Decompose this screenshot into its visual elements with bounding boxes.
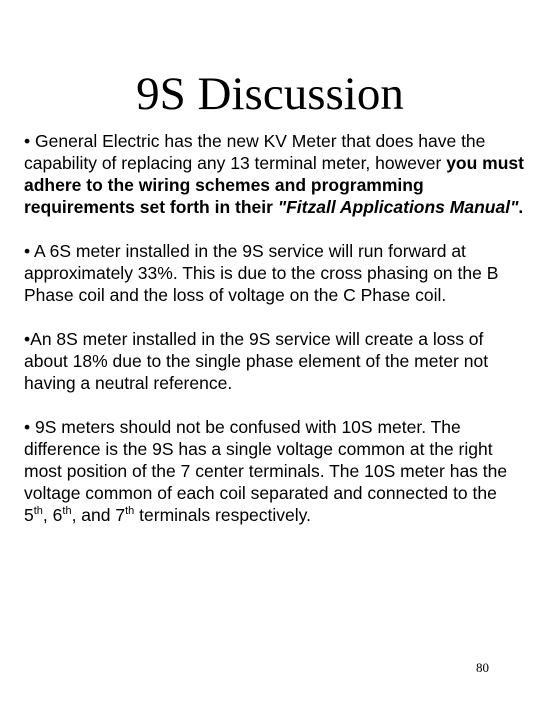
- superscript-th: th: [33, 505, 43, 518]
- paragraph-text: A 6S meter installed in the 9S service will run forward at approximately 33%. This is due to the cross phasing on the B Phase coil and the loss of voltage on the C Phase coil.: [24, 241, 499, 305]
- paragraph-text: An 8S meter installed in the 9S service will create a loss of about 18% due to the single phase element of the meter not having a neutral reference.: [24, 329, 489, 393]
- page-number: 80: [476, 660, 489, 675]
- bullet: •: [24, 417, 31, 437]
- slide-title: 9S Discussion: [136, 68, 404, 120]
- paragraph-text-sep: , and 7: [71, 505, 126, 525]
- paragraph-6s-meter: [24, 240, 524, 306]
- bullet: •: [24, 131, 31, 151]
- superscript-th: th: [125, 505, 135, 518]
- paragraph-bold-text: you must adhere to the wiring schemes and programming requirements set forth in their: [24, 153, 524, 217]
- manual-title: "Fitzall Applications Manual": [277, 197, 519, 217]
- paragraph-kv-meter: [24, 130, 524, 218]
- bullet: •: [24, 241, 31, 261]
- paragraph-period: .: [518, 197, 524, 217]
- paragraph-text-sep: , 6: [42, 505, 63, 525]
- superscript-th: th: [62, 505, 72, 518]
- paragraph-text: General Electric has the new KV Meter that does have the capability of replacing any 13 terminal meter, however: [24, 131, 486, 173]
- paragraph-text-tail: terminals respectively.: [134, 505, 311, 525]
- bullet: •: [24, 329, 31, 349]
- paragraph-8s-meter: [24, 328, 524, 394]
- paragraph-text: 9S meters should not be confused with 10S meter. The difference is the 9S has a single voltage common at the right most position of the 7 center terminals. The 10S meter has the voltage common of each coil separated and connected to the 5: [24, 417, 508, 525]
- slide-body: [24, 130, 524, 548]
- paragraph-9s-vs-10s: [24, 416, 524, 526]
